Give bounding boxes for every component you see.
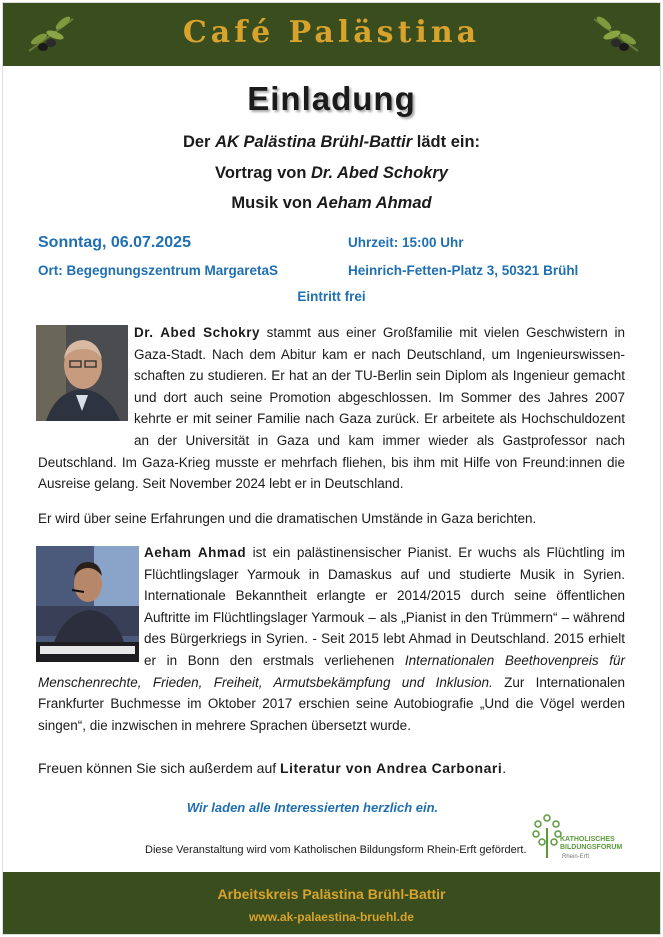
footer-url[interactable]: www.ak-palaestina-bruehl.de: [249, 910, 414, 924]
host-line: Der AK Palästina Brühl-Battir lädt ein:: [182, 133, 481, 151]
talk-line: Vortrag von Dr. Abed Schokry: [215, 164, 448, 182]
logo-subtext: Rhein-Erft: [562, 854, 590, 860]
music-line: Musik von Aeham Ahmad: [231, 194, 432, 212]
bildungsforum-logo-icon: [530, 808, 564, 858]
bio-schokry-note: Er wird über seine Erfahrungen und die dramatischen Umstände in Gaza berichten.: [38, 511, 537, 526]
footer-org: Arbeitskreis Palästina Brühl-Battir: [217, 886, 446, 902]
event-date: Sonntag, 06.07.2025: [38, 234, 191, 251]
header-banner: [3, 3, 660, 66]
funding-note: Diese Veranstaltung wird vom Katholischen Bildungsform Rhein-Erft gefördert.: [145, 844, 527, 856]
event-address: Heinrich-Fetten-Platz 3, 50321 Brühl: [348, 263, 579, 278]
bio-schokry: Dr. Abed Schokry stammt aus einer Großfamilie mit vielen Geschwistern in Gaza-Stadt. Nach dem Abitur kam er nach Deutschland, um Ingenieurswissen-schaften zu studieren. Er hat an der TU-Berlin sein Diplom als Ingenieur gemacht und dort auch seine Promotion abgeschlossen. Im Sommer des Jahres 2007 kehrte er mit seiner Familie nach Gaza zurück. Er arbeitete als Hochschuldozent an der Universität in Gaza und kam immer wieder als Gastprofessor nach Deutschland. Im Gaza-Krieg musste er mehrfach fliehen, bis ihm mit Hilfe von Freund:innen die Ausreise gelang. Seit November 2024 lebt er in Deutschland.: [38, 325, 625, 492]
event-time: Uhrzeit: 15:00 Uhr: [348, 235, 464, 250]
page-title: Café Palästina: [182, 15, 481, 50]
extra-literature: Freuen können Sie sich außerdem auf Literatur von Andrea Carbonari.: [38, 760, 507, 776]
admission: Eintritt frei: [297, 289, 366, 304]
event-place: Ort: Begegnungszentrum MargaretaS: [38, 263, 279, 278]
footer: [3, 872, 660, 934]
olive-branch-icon: [590, 13, 642, 57]
bio-ahmad: Aeham Ahmad ist ein palästinensischer Pianist. Er wuchs als Flüchtling im Flüchtlingslager Yarmouk in Damaskus auf und studierte Musik in Syrien. Internationale Bekanntheit erlangte er 2014/2015 durch seine öffentlichen Auftritte im Flüchtlingslager Yarmouk – als „Pianist in den Trümmern“ – während des Bürgerkriegs in Syrien. - Seit 2015 lebt Ahmad in Deutschland. 2015 erhielt er in Bonn den erstmals verliehenen Internationalen Beethovenpreis für Menschenrechte, Frieden, Freiheit, Armutsbekämpfung und Inklusion. Zur Internationalen Frankfurter Buchmesse im Oktober 2017 erschien seine Autobiografie „Und die Vögel werden singen“, die inzwischen in mehrere Sprachen übersetzt wurde.: [38, 545, 625, 733]
logo-text: KATHOLISCHES BILDUNGSFORUM: [560, 836, 623, 851]
invitation-heading: Einladung: [247, 80, 416, 117]
invite-line: Wir laden alle Interessierten herzlich ein.: [186, 800, 439, 815]
